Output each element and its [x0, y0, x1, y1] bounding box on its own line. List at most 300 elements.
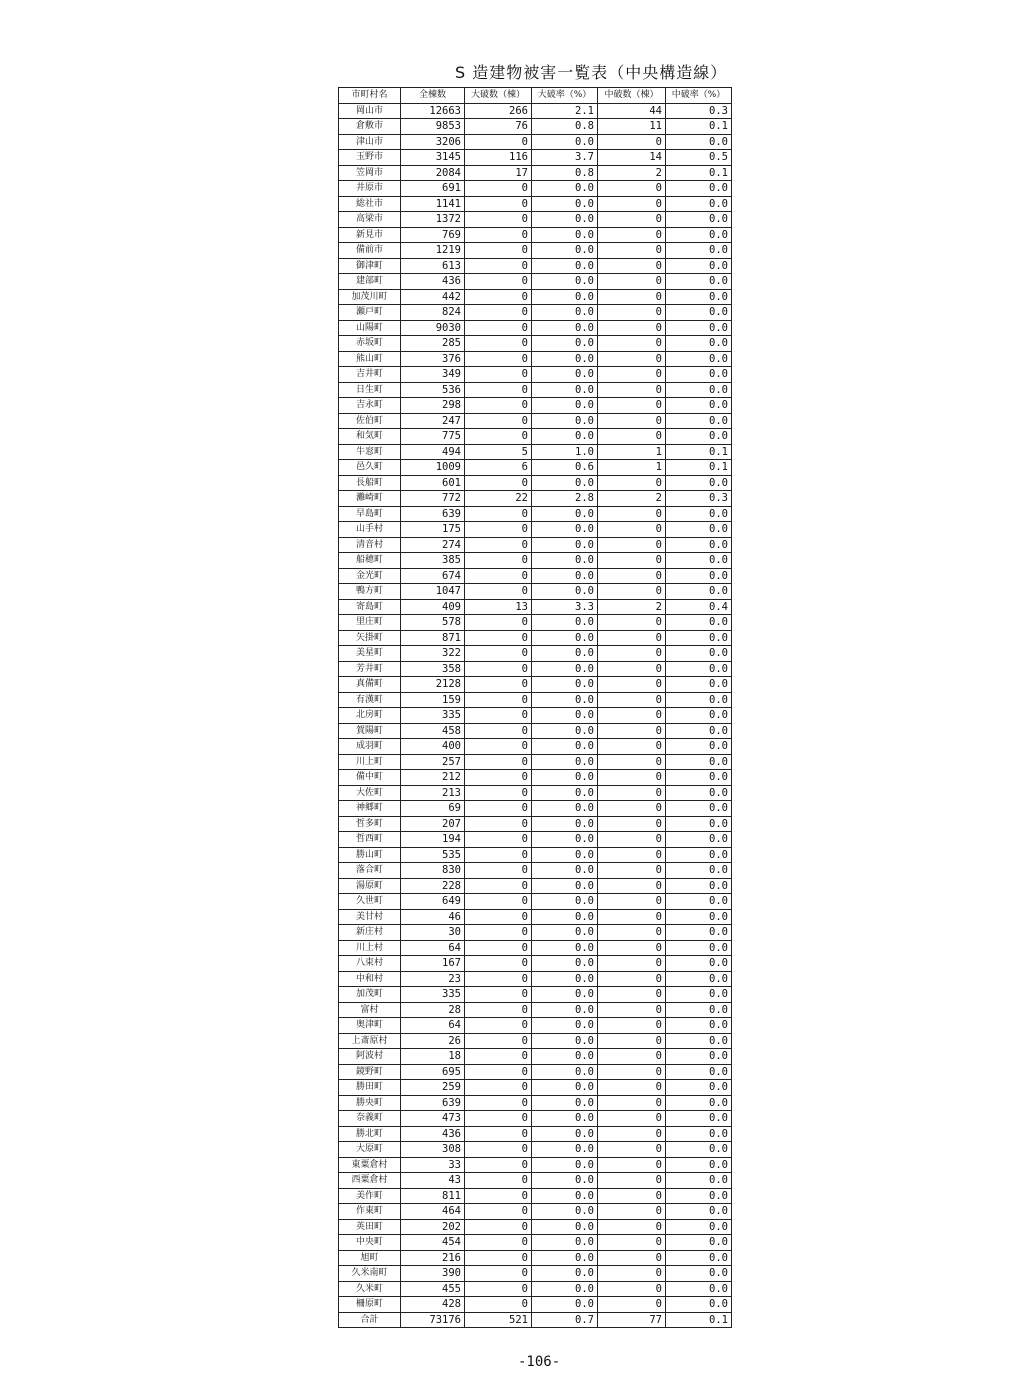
- major-damage-rate-cell: 0.0: [532, 537, 598, 553]
- table-row: [339, 150, 732, 166]
- municipality-cell: 新庄村: [339, 925, 401, 941]
- table-row: [339, 429, 732, 445]
- moderate-damage-rate-cell: 0.0: [666, 1049, 732, 1065]
- major-damage-rate-cell: 0.0: [532, 863, 598, 879]
- major-damage-rate-cell: 0.0: [532, 661, 598, 677]
- moderate-damage-count-cell: 0: [598, 863, 666, 879]
- major-damage-count-cell: 0: [465, 305, 532, 321]
- total-buildings-cell: 207: [401, 816, 465, 832]
- major-damage-rate-cell: 0.0: [532, 1204, 598, 1220]
- moderate-damage-rate-cell: 0.0: [666, 351, 732, 367]
- moderate-damage-count-cell: 0: [598, 181, 666, 197]
- major-damage-rate-cell: 0.0: [532, 196, 598, 212]
- total-buildings-cell: 28: [401, 1002, 465, 1018]
- major-damage-count-cell: 0: [465, 940, 532, 956]
- major-damage-rate-cell: 0.0: [532, 677, 598, 693]
- major-damage-rate-cell: 0.0: [532, 708, 598, 724]
- total-buildings-cell: 298: [401, 398, 465, 414]
- major-damage-count-cell: 0: [465, 987, 532, 1003]
- municipality-cell: 大原町: [339, 1142, 401, 1158]
- moderate-damage-rate-cell: 0.0: [666, 1157, 732, 1173]
- major-damage-count-cell: 0: [465, 878, 532, 894]
- table-row: [339, 227, 732, 243]
- major-damage-rate-cell: 0.0: [532, 770, 598, 786]
- municipality-cell: 倉敷市: [339, 119, 401, 135]
- total-buildings-cell: 473: [401, 1111, 465, 1127]
- major-damage-rate-cell: 0.0: [532, 754, 598, 770]
- moderate-damage-rate-cell: 0.3: [666, 491, 732, 507]
- moderate-damage-count-cell: 0: [598, 336, 666, 352]
- moderate-damage-rate-cell: 0.0: [666, 1080, 732, 1096]
- municipality-cell: 船穂町: [339, 553, 401, 569]
- major-damage-count-cell: 0: [465, 1049, 532, 1065]
- total-buildings-cell: 695: [401, 1064, 465, 1080]
- total-buildings-cell: 775: [401, 429, 465, 445]
- major-damage-count-cell: 0: [465, 1235, 532, 1251]
- total-buildings-cell: 3206: [401, 134, 465, 150]
- municipality-cell: 落合町: [339, 863, 401, 879]
- moderate-damage-count-cell: 0: [598, 227, 666, 243]
- total-buildings-cell: 436: [401, 1126, 465, 1142]
- moderate-damage-count-cell: 0: [598, 537, 666, 553]
- major-damage-count-cell: 0: [465, 584, 532, 600]
- major-damage-rate-cell: 0.0: [532, 956, 598, 972]
- total-buildings-cell: 649: [401, 894, 465, 910]
- major-damage-rate-cell: 2.8: [532, 491, 598, 507]
- moderate-damage-count-cell: 0: [598, 847, 666, 863]
- total-buildings-cell: 409: [401, 599, 465, 615]
- major-damage-rate-cell: 0.0: [532, 336, 598, 352]
- total-buildings-cell: 454: [401, 1235, 465, 1251]
- total-buildings-cell: 428: [401, 1297, 465, 1313]
- major-damage-rate-cell: 0.0: [532, 832, 598, 848]
- major-damage-count-cell: 0: [465, 320, 532, 336]
- moderate-damage-count-cell: 0: [598, 367, 666, 383]
- municipality-cell: 中央町: [339, 1235, 401, 1251]
- major-damage-rate-cell: 0.0: [532, 568, 598, 584]
- moderate-damage-rate-cell: 0.0: [666, 677, 732, 693]
- moderate-damage-count-cell: 0: [598, 770, 666, 786]
- major-damage-count-cell: 0: [465, 1018, 532, 1034]
- total-buildings-cell: 259: [401, 1080, 465, 1096]
- municipality-cell: 勝山町: [339, 847, 401, 863]
- major-damage-rate-cell: 0.0: [532, 522, 598, 538]
- moderate-damage-count-cell: 0: [598, 522, 666, 538]
- moderate-damage-count-cell: 0: [598, 754, 666, 770]
- moderate-damage-count-cell: 0: [598, 909, 666, 925]
- major-damage-count-cell: 0: [465, 1064, 532, 1080]
- major-damage-rate-cell: 0.0: [532, 723, 598, 739]
- major-damage-rate-cell: 0.0: [532, 1064, 598, 1080]
- major-damage-rate-cell: 0.0: [532, 1002, 598, 1018]
- table-row: [339, 274, 732, 290]
- table-row: [339, 754, 732, 770]
- table-row: [339, 832, 732, 848]
- total-buildings-cell: 274: [401, 537, 465, 553]
- total-row: [339, 1312, 732, 1328]
- major-damage-count-cell: 0: [465, 196, 532, 212]
- table-row: [339, 1126, 732, 1142]
- moderate-damage-count-cell: 0: [598, 925, 666, 941]
- total-buildings-cell: 30: [401, 925, 465, 941]
- major-damage-rate-cell: 0.0: [532, 584, 598, 600]
- municipality-cell: 美作町: [339, 1188, 401, 1204]
- municipality-cell: 川上町: [339, 754, 401, 770]
- table-row: [339, 925, 732, 941]
- major-damage-count-cell: 0: [465, 615, 532, 631]
- major-damage-rate-cell: 0.0: [532, 320, 598, 336]
- total-buildings-cell: 23: [401, 971, 465, 987]
- moderate-damage-rate-cell: 0.0: [666, 1111, 732, 1127]
- major-damage-count-cell: 0: [465, 134, 532, 150]
- major-damage-count-cell: 0: [465, 1219, 532, 1235]
- major-damage-count-cell: 0: [465, 832, 532, 848]
- total-buildings-cell: 871: [401, 630, 465, 646]
- total-buildings-cell: 2128: [401, 677, 465, 693]
- moderate-damage-rate-cell: 0.0: [666, 553, 732, 569]
- municipality-cell: 有漢町: [339, 692, 401, 708]
- major-damage-count-cell: 0: [465, 739, 532, 755]
- major-damage-rate-cell: 0.0: [532, 243, 598, 259]
- major-damage-rate-cell: 0.0: [532, 212, 598, 228]
- moderate-damage-rate-cell: 0.0: [666, 940, 732, 956]
- table-row: [339, 243, 732, 259]
- moderate-damage-count-cell: 0: [598, 785, 666, 801]
- table-row: [339, 599, 732, 615]
- municipality-cell: 邑久町: [339, 460, 401, 476]
- table-row: [339, 1018, 732, 1034]
- major-damage-rate-cell: 0.0: [532, 1080, 598, 1096]
- total-buildings-cell: 824: [401, 305, 465, 321]
- municipality-cell: 久米町: [339, 1281, 401, 1297]
- major-damage-count-cell: 0: [465, 475, 532, 491]
- moderate-damage-rate-cell: 0.0: [666, 739, 732, 755]
- total-buildings-cell: 536: [401, 382, 465, 398]
- table-row: [339, 615, 732, 631]
- major-damage-count-cell: 0: [465, 274, 532, 290]
- major-damage-count-cell: 0: [465, 1297, 532, 1313]
- moderate-damage-rate-cell: 0.0: [666, 894, 732, 910]
- major-damage-rate-cell: 0.0: [532, 878, 598, 894]
- major-damage-rate-cell: 0.0: [532, 1173, 598, 1189]
- moderate-damage-count-cell: 0: [598, 553, 666, 569]
- municipality-cell: 備前市: [339, 243, 401, 259]
- table-row: [339, 677, 732, 693]
- moderate-damage-rate-cell: 0.1: [666, 460, 732, 476]
- table-row: [339, 646, 732, 662]
- header-major-damage-rate: 大破率（%）: [532, 88, 598, 104]
- moderate-damage-count-cell: 11: [598, 119, 666, 135]
- municipality-cell: 勝田町: [339, 1080, 401, 1096]
- header-row: [339, 88, 732, 104]
- major-damage-rate-cell: 0.0: [532, 134, 598, 150]
- total-buildings-cell: 494: [401, 444, 465, 460]
- major-damage-count-cell: 17: [465, 165, 532, 181]
- municipality-cell: 吉永町: [339, 398, 401, 414]
- moderate-damage-rate-cell: 0.0: [666, 925, 732, 941]
- major-damage-rate-cell: 0.0: [532, 909, 598, 925]
- table-row: [339, 708, 732, 724]
- moderate-damage-rate-cell: 0.0: [666, 1204, 732, 1220]
- major-damage-rate-cell: 0.8: [532, 119, 598, 135]
- table-row: [339, 987, 732, 1003]
- municipality-cell: 久世町: [339, 894, 401, 910]
- moderate-damage-count-cell: 0: [598, 1297, 666, 1313]
- major-damage-count-cell: 0: [465, 413, 532, 429]
- table-row: [339, 785, 732, 801]
- major-damage-rate-cell: 0.0: [532, 553, 598, 569]
- total-buildings-cell: 436: [401, 274, 465, 290]
- major-damage-rate-cell: 0.7: [532, 1312, 598, 1328]
- moderate-damage-count-cell: 0: [598, 1281, 666, 1297]
- total-buildings-cell: 390: [401, 1266, 465, 1282]
- header-moderate-damage-rate: 中破率（%）: [666, 88, 732, 104]
- municipality-cell: 哲多町: [339, 816, 401, 832]
- total-buildings-cell: 228: [401, 878, 465, 894]
- major-damage-count-cell: 0: [465, 1142, 532, 1158]
- major-damage-rate-cell: 0.0: [532, 615, 598, 631]
- municipality-cell: 矢掛町: [339, 630, 401, 646]
- moderate-damage-rate-cell: 0.0: [666, 181, 732, 197]
- total-buildings-cell: 9030: [401, 320, 465, 336]
- total-buildings-cell: 400: [401, 739, 465, 755]
- municipality-cell: 成羽町: [339, 739, 401, 755]
- total-buildings-cell: 1141: [401, 196, 465, 212]
- total-buildings-cell: 194: [401, 832, 465, 848]
- moderate-damage-rate-cell: 0.0: [666, 1095, 732, 1111]
- moderate-damage-count-cell: 0: [598, 692, 666, 708]
- municipality-cell: 鏡野町: [339, 1064, 401, 1080]
- major-damage-count-cell: 76: [465, 119, 532, 135]
- total-buildings-cell: 18: [401, 1049, 465, 1065]
- total-buildings-cell: 674: [401, 568, 465, 584]
- total-buildings-cell: 247: [401, 413, 465, 429]
- major-damage-count-cell: 22: [465, 491, 532, 507]
- table-row: [339, 491, 732, 507]
- moderate-damage-rate-cell: 0.0: [666, 429, 732, 445]
- moderate-damage-count-cell: 0: [598, 1157, 666, 1173]
- major-damage-count-cell: 0: [465, 1033, 532, 1049]
- moderate-damage-count-cell: 0: [598, 274, 666, 290]
- major-damage-count-cell: 0: [465, 181, 532, 197]
- moderate-damage-count-cell: 0: [598, 723, 666, 739]
- table-row: [339, 661, 732, 677]
- moderate-damage-rate-cell: 0.0: [666, 816, 732, 832]
- major-damage-rate-cell: 0.0: [532, 739, 598, 755]
- major-damage-count-cell: 0: [465, 956, 532, 972]
- total-buildings-cell: 202: [401, 1219, 465, 1235]
- moderate-damage-rate-cell: 0.0: [666, 398, 732, 414]
- total-buildings-cell: 2084: [401, 165, 465, 181]
- major-damage-count-cell: 0: [465, 971, 532, 987]
- major-damage-count-cell: 0: [465, 351, 532, 367]
- municipality-cell: 早島町: [339, 506, 401, 522]
- total-buildings-cell: 33: [401, 1157, 465, 1173]
- moderate-damage-rate-cell: 0.0: [666, 708, 732, 724]
- major-damage-count-cell: 0: [465, 692, 532, 708]
- total-buildings-cell: 772: [401, 491, 465, 507]
- moderate-damage-count-cell: 0: [598, 661, 666, 677]
- moderate-damage-rate-cell: 0.0: [666, 1250, 732, 1266]
- table-row: [339, 475, 732, 491]
- total-buildings-cell: 830: [401, 863, 465, 879]
- major-damage-count-cell: 0: [465, 1173, 532, 1189]
- table-row: [339, 770, 732, 786]
- total-buildings-cell: 455: [401, 1281, 465, 1297]
- table-row: [339, 739, 732, 755]
- major-damage-count-cell: 0: [465, 1188, 532, 1204]
- moderate-damage-count-cell: 0: [598, 1033, 666, 1049]
- moderate-damage-count-cell: 0: [598, 212, 666, 228]
- total-buildings-cell: 769: [401, 227, 465, 243]
- major-damage-rate-cell: 0.0: [532, 1111, 598, 1127]
- moderate-damage-count-cell: 0: [598, 1064, 666, 1080]
- major-damage-rate-cell: 0.0: [532, 475, 598, 491]
- municipality-cell: 里庄町: [339, 615, 401, 631]
- municipality-cell: 北房町: [339, 708, 401, 724]
- major-damage-count-cell: 521: [465, 1312, 532, 1328]
- moderate-damage-count-cell: 2: [598, 165, 666, 181]
- municipality-cell: 熊山町: [339, 351, 401, 367]
- municipality-cell: 奥津町: [339, 1018, 401, 1034]
- table-row: [339, 630, 732, 646]
- table-row: [339, 119, 732, 135]
- moderate-damage-rate-cell: 0.0: [666, 1188, 732, 1204]
- table-row: [339, 1095, 732, 1111]
- moderate-damage-rate-cell: 0.0: [666, 413, 732, 429]
- municipality-cell: 和気町: [339, 429, 401, 445]
- table-row: [339, 1002, 732, 1018]
- municipality-cell: 玉野市: [339, 150, 401, 166]
- table-body: [339, 103, 732, 1328]
- header-municipality: 市町村名: [339, 88, 401, 104]
- moderate-damage-rate-cell: 0.0: [666, 1281, 732, 1297]
- major-damage-count-cell: 0: [465, 1250, 532, 1266]
- municipality-cell: 御津町: [339, 258, 401, 274]
- moderate-damage-rate-cell: 0.0: [666, 274, 732, 290]
- major-damage-rate-cell: 0.0: [532, 925, 598, 941]
- municipality-cell: 牛窓町: [339, 444, 401, 460]
- major-damage-count-cell: 0: [465, 801, 532, 817]
- table-row: [339, 863, 732, 879]
- major-damage-count-cell: 0: [465, 1080, 532, 1096]
- major-damage-count-cell: 0: [465, 708, 532, 724]
- table-row: [339, 1142, 732, 1158]
- moderate-damage-count-cell: 0: [598, 630, 666, 646]
- municipality-cell: 佐伯町: [339, 413, 401, 429]
- municipality-cell: 英田町: [339, 1219, 401, 1235]
- table-row: [339, 460, 732, 476]
- moderate-damage-rate-cell: 0.0: [666, 227, 732, 243]
- table-row: [339, 444, 732, 460]
- table-row: [339, 692, 732, 708]
- moderate-damage-count-cell: 0: [598, 971, 666, 987]
- table-row: [339, 258, 732, 274]
- municipality-cell: 井原市: [339, 181, 401, 197]
- total-buildings-cell: 3145: [401, 150, 465, 166]
- municipality-cell: 建部町: [339, 274, 401, 290]
- moderate-damage-rate-cell: 0.0: [666, 630, 732, 646]
- major-damage-count-cell: 0: [465, 1281, 532, 1297]
- moderate-damage-count-cell: 0: [598, 289, 666, 305]
- major-damage-count-cell: 6: [465, 460, 532, 476]
- moderate-damage-rate-cell: 0.1: [666, 119, 732, 135]
- table-row: [339, 537, 732, 553]
- municipality-cell: 長船町: [339, 475, 401, 491]
- total-buildings-cell: 73176: [401, 1312, 465, 1328]
- major-damage-count-cell: 0: [465, 537, 532, 553]
- total-buildings-cell: 335: [401, 708, 465, 724]
- major-damage-rate-cell: 0.0: [532, 801, 598, 817]
- municipality-cell: 高梁市: [339, 212, 401, 228]
- table-row: [339, 1204, 732, 1220]
- moderate-damage-rate-cell: 0.0: [666, 1126, 732, 1142]
- moderate-damage-count-cell: 0: [598, 646, 666, 662]
- moderate-damage-count-cell: 0: [598, 1049, 666, 1065]
- moderate-damage-rate-cell: 0.0: [666, 382, 732, 398]
- total-buildings-cell: 167: [401, 956, 465, 972]
- major-damage-count-cell: 0: [465, 258, 532, 274]
- table-row: [339, 367, 732, 383]
- major-damage-rate-cell: 0.0: [532, 1281, 598, 1297]
- major-damage-count-cell: 0: [465, 243, 532, 259]
- table-row: [339, 212, 732, 228]
- major-damage-count-cell: 0: [465, 909, 532, 925]
- moderate-damage-count-cell: 0: [598, 1111, 666, 1127]
- major-damage-rate-cell: 0.0: [532, 1126, 598, 1142]
- moderate-damage-count-cell: 0: [598, 196, 666, 212]
- table-row: [339, 320, 732, 336]
- moderate-damage-count-cell: 0: [598, 1235, 666, 1251]
- total-buildings-cell: 285: [401, 336, 465, 352]
- moderate-damage-rate-cell: 0.0: [666, 336, 732, 352]
- moderate-damage-count-cell: 77: [598, 1312, 666, 1328]
- moderate-damage-count-cell: 0: [598, 878, 666, 894]
- municipality-cell: 備中町: [339, 770, 401, 786]
- moderate-damage-count-cell: 0: [598, 1142, 666, 1158]
- moderate-damage-rate-cell: 0.0: [666, 367, 732, 383]
- major-damage-rate-cell: 0.0: [532, 227, 598, 243]
- moderate-damage-rate-cell: 0.0: [666, 320, 732, 336]
- total-buildings-cell: 322: [401, 646, 465, 662]
- major-damage-rate-cell: 0.0: [532, 692, 598, 708]
- total-buildings-cell: 64: [401, 940, 465, 956]
- moderate-damage-count-cell: 0: [598, 615, 666, 631]
- total-buildings-cell: 308: [401, 1142, 465, 1158]
- municipality-cell: 勝北町: [339, 1126, 401, 1142]
- major-damage-count-cell: 0: [465, 429, 532, 445]
- total-buildings-cell: 335: [401, 987, 465, 1003]
- table-row: [339, 103, 732, 119]
- moderate-damage-rate-cell: 0.4: [666, 599, 732, 615]
- major-damage-count-cell: 0: [465, 661, 532, 677]
- moderate-damage-rate-cell: 0.0: [666, 723, 732, 739]
- total-buildings-cell: 1047: [401, 584, 465, 600]
- major-damage-count-cell: 0: [465, 863, 532, 879]
- total-buildings-cell: 46: [401, 909, 465, 925]
- total-buildings-cell: 1009: [401, 460, 465, 476]
- moderate-damage-count-cell: 0: [598, 1219, 666, 1235]
- moderate-damage-rate-cell: 0.0: [666, 692, 732, 708]
- major-damage-rate-cell: 0.0: [532, 1095, 598, 1111]
- moderate-damage-rate-cell: 0.0: [666, 956, 732, 972]
- total-buildings-cell: 69: [401, 801, 465, 817]
- table-row: [339, 305, 732, 321]
- moderate-damage-rate-cell: 0.0: [666, 801, 732, 817]
- total-buildings-cell: 639: [401, 1095, 465, 1111]
- table-row: [339, 723, 732, 739]
- moderate-damage-count-cell: 0: [598, 382, 666, 398]
